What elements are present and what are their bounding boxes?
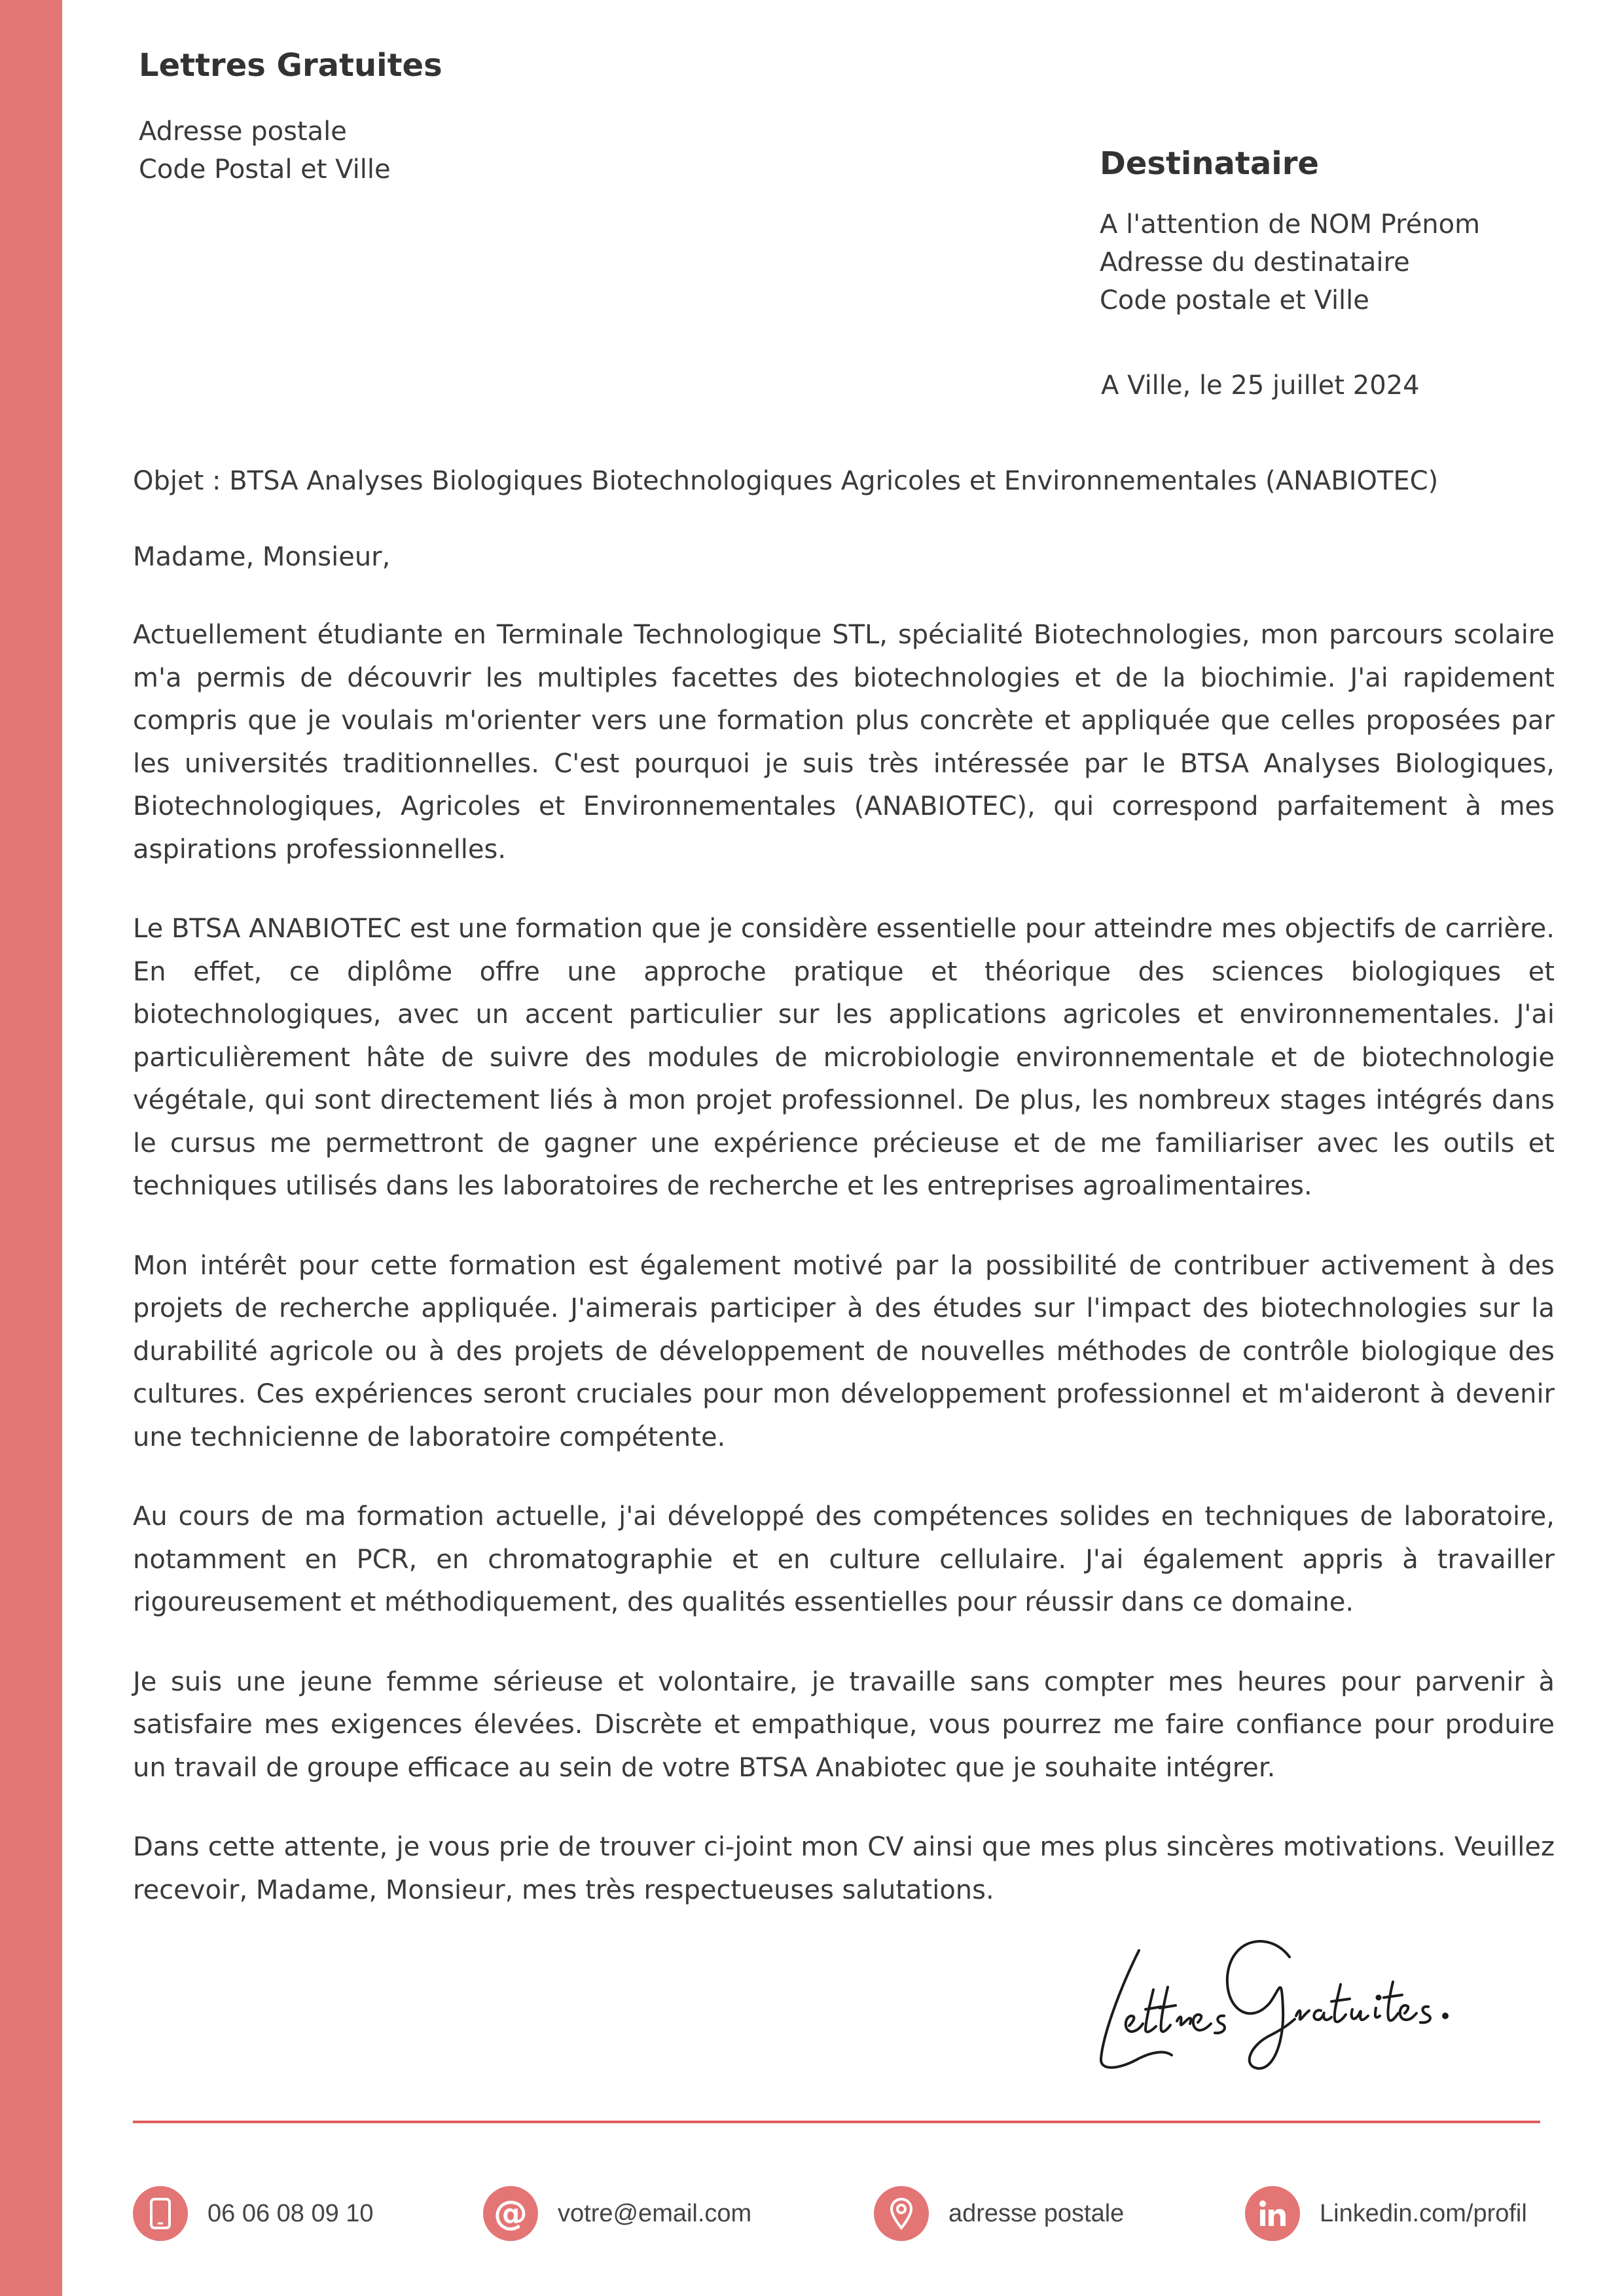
contact-email-text[interactable]: votre@email.com <box>558 2199 752 2227</box>
phone-icon <box>133 2186 188 2241</box>
letter-date: A Ville, le 25 juillet 2024 <box>1101 370 1420 401</box>
sender-block <box>139 47 442 188</box>
linkedin-icon <box>1245 2186 1300 2241</box>
letter-salutation: Madame, Monsieur, <box>133 541 391 572</box>
contact-address-text: adresse postale <box>948 2199 1125 2227</box>
sender-city: Code Postal et Ville <box>139 154 391 185</box>
contact-phone <box>133 2186 374 2241</box>
letter-body <box>133 460 1555 1948</box>
letter-subject: Objet : BTSA Analyses Biologiques Biotechnologiques Agricoles et Environnementales (ANABIOTEC) <box>133 466 1439 496</box>
letter-paragraph: Dans cette attente, je vous prie de trouver ci-joint mon CV ainsi que mes plus sincères motivations. Veuillez recevoir, Madame, Monsieur, mes très respectueuses salutations. <box>133 1832 1555 1905</box>
recipient-address: Adresse du destinataire <box>1100 247 1410 278</box>
at-sign-icon: @ <box>483 2186 538 2241</box>
contact-phone-text: 06 06 08 09 10 <box>208 2199 374 2227</box>
letter-paragraph: Je suis une jeune femme sérieuse et volontaire, je travaille sans compter mes heures pour parvenir à satisfaire mes exigences élevées. Discrète et empathique, vous pourrez me faire confiance pour produire un travail de groupe efficace au sein de votre BTSA Anabiotec que je souhaite intégrer. <box>133 1666 1555 1783</box>
letter-paragraph: Le BTSA ANABIOTEC est une formation que je considère essentielle pour atteindre mes objectifs de carrière. En effet, ce diplôme offre une approche pratique et théorique des sciences biologiques et biotechnologiques, avec un accent particulier sur les applications agricoles et environnementales. J'ai particulièrement hâte de suivre des modules de microbiologie environnementale et de biotechnologie végétale, qui sont directement liés à mon projet professionnel. De plus, les nombreux stages intégrés dans le cursus me permettront de gagner une expérience précieuse et de me familiariser avec les outils et techniques utilisés dans les laboratoires de recherche et les entreprises agroalimentaires. <box>133 914 1555 1201</box>
sender-name: Lettres Gratuites <box>139 47 442 84</box>
contact-address <box>874 2186 1124 2241</box>
letter-paragraph: Actuellement étudiante en Terminale Technologique STL, spécialité Biotechnologies, mon parcours scolaire m'a permis de découvrir les multiples facettes des biotechnologies et de la biochimie. J'ai rapidement compris que je voulais m'orienter vers une formation plus concrète et appliquée que celles proposées par les universités traditionnelles. C'est pourquoi je suis très intéressée par le BTSA Analyses Biologiques, Biotechnologiques, Agricoles et Environnementales (ANABIOTEC), qui correspond parfaitement à mes aspirations professionnelles. <box>133 620 1555 865</box>
footer-divider <box>133 2121 1540 2123</box>
sender-address: Adresse postale <box>139 117 347 147</box>
recipient-attention: A l'attention de NOM Prénom <box>1100 209 1481 240</box>
letter-paragraph: Au cours de ma formation actuelle, j'ai développé des compétences solides en techniques de laboratoire, notamment en PCR, en chromatographie et en culture cellulaire. J'ai également appris à travailler rigoureusement et méthodiquement, des qualités essentielles pour réussir dans ce domaine. <box>133 1501 1555 1617</box>
recipient-block <box>1100 145 1480 319</box>
handwritten-signature <box>1093 1911 1486 2081</box>
side-accent-bar <box>0 0 62 2296</box>
contact-linkedin <box>1245 2186 1527 2241</box>
location-pin-icon <box>874 2186 929 2241</box>
recipient-city: Code postale et Ville <box>1100 285 1369 315</box>
recipient-title: Destinataire <box>1100 145 1319 182</box>
letter-paragraph: Mon intérêt pour cette formation est également motivé par la possibilité de contribuer activement à des projets de recherche appliquée. J'aimerais participer à des études sur l'impact des biotechnologies sur la durabilité agricole ou à des projets de développement de nouvelles méthodes de contrôle biologique des cultures. Ces expériences seront cruciales pour mon développement professionnel et m'aideront à devenir une technicienne de laboratoire compétente. <box>133 1250 1555 1452</box>
contact-linkedin-text[interactable]: Linkedin.com/profil <box>1320 2199 1527 2227</box>
contact-email <box>483 2186 751 2241</box>
